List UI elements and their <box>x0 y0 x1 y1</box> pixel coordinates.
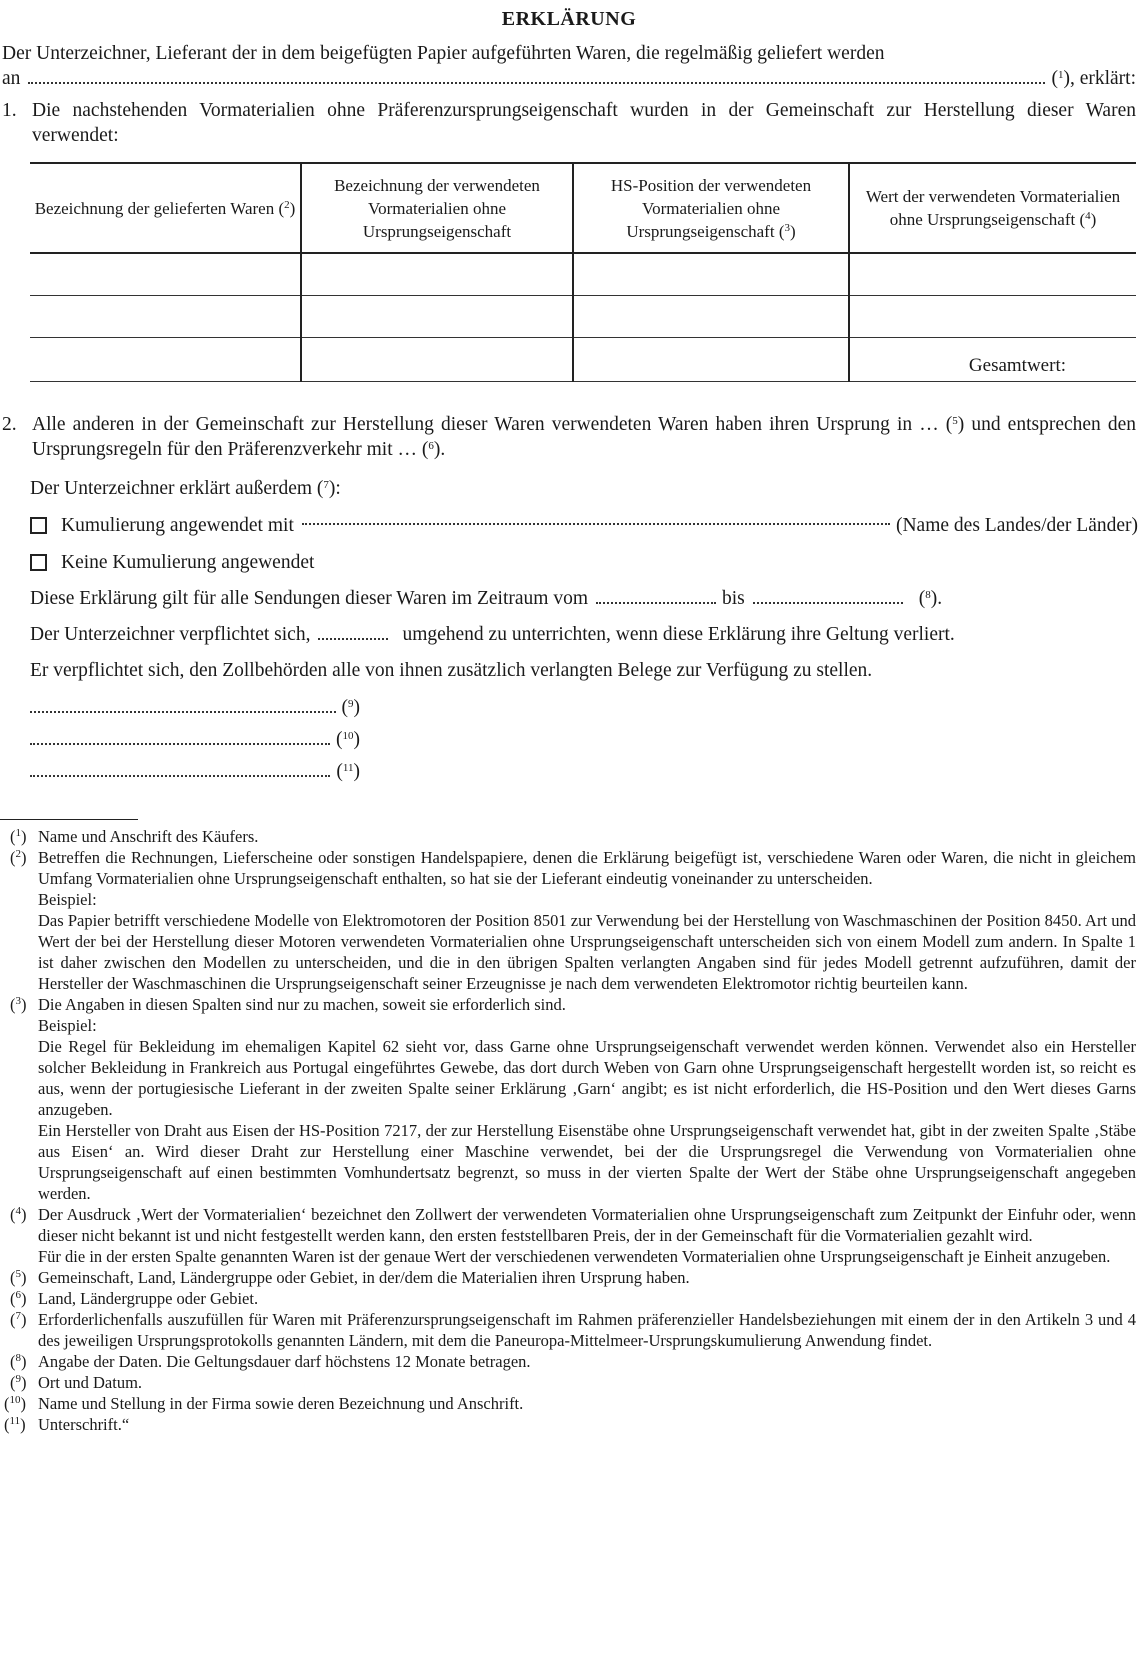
table-row <box>30 253 1136 296</box>
validity-text: Diese Erklärung gilt für alle Sendungen dieser Waren im Zeitraum vom <box>30 588 588 609</box>
intro-mark: ($^1$) <box>1051 68 1070 89</box>
buyer-line <box>0 66 1138 91</box>
signature-field[interactable] <box>30 774 330 777</box>
footnote-text: Betreffen die Rechnungen, Lieferscheine oder sonstigen Handelspapiere, denen die Erklärung beigefügt ist, verschiedene Waren oder Waren, die nicht in gleichem Umfang Vormaterialien ohne Ursprungseigenschaft enthalten, so hat sie der Lieferant eindeutig voneinander zu unterscheiden. <box>38 848 1136 888</box>
signature-mark-10: ($^{10}$) <box>336 729 360 750</box>
table-cell[interactable] <box>573 338 849 382</box>
place-date-line <box>30 697 360 719</box>
validity-bis: bis <box>722 588 745 609</box>
footnote-separator <box>0 819 138 820</box>
cumulation-suffix: (Name des Landes/der Länder) <box>895 515 1138 536</box>
date-from-field[interactable] <box>596 601 716 604</box>
footnote-text: Beispiel: <box>38 890 97 909</box>
date-to-field[interactable] <box>753 601 903 604</box>
no-cumulation-option[interactable] <box>30 550 1138 575</box>
footnote-text: Beispiel: <box>38 1016 97 1035</box>
footnote-text: Erforderlichenfalls auszufüllen für Waren mit Präferenzursprungseigenschaft im Rahmen präferenzieller Handelsbeziehungen mit einem der in den Artikeln 3 und 4 des jeweiligen Ursprungsprotokolls genannten Ländern, mit dem die Paneuropa-Mittelmeer-Ursprungskumulierung Anwendung findet. <box>38 1310 1136 1350</box>
header-materials: Bezeichnung der verwendeten Vormaterialien ohne Ursprungseigenschaft <box>301 163 573 253</box>
intro-line-1: Der Unterzeichner, Lieferant der in dem beigefügten Papier aufgeführten Waren, die regelmäßig geliefert werden <box>2 43 885 64</box>
footnote <box>0 1288 1138 1309</box>
footnote-text: Name und Anschrift des Käufers. <box>38 827 259 846</box>
footnote-mark: ($^4$) <box>10 1205 27 1224</box>
footnote-text: Der Ausdruck ‚Wert der Vormaterialien‘ bezeichnet den Zollwert der verwendeten Vormaterialien ohne Ursprungseigenschaft zum Zeitpunkt der Einfuhr oder, wenn dieser nicht bekannt ist und nicht festgestellt werden kann, den ersten feststellbaren Preis, der in der Gemeinschaft für die Vormaterialien gezahlt wird. <box>38 1205 1136 1245</box>
declares-also: Der Unterzeichner erklärt außerdem ($^7$): <box>30 478 341 499</box>
intro-end: , erklärt: <box>1069 68 1136 89</box>
total-value-cell[interactable]: Gesamtwert: <box>849 338 1136 382</box>
footnote <box>0 1414 1138 1435</box>
footnote-text: Die Regel für Bekleidung im ehemaligen Kapitel 62 sieht vor, dass Garne ohne Ursprungseigenschaft verwendet werden können. Verwendet also ein Hersteller solcher Bekleidung in Frankreich aus Portugal eingeführtes Gewebe, das dort durch Weben von Garn ohne Ursprungseigenschaft hergestellt worden ist, so reicht es aus, wenn der portugiesische Lieferant in der zweiten Spalte seiner Erklärung ‚Garn‘ angibt; es ist nicht erforderlich, die HS-Position und den Wert dieses Garns anzugeben. <box>38 1037 1136 1119</box>
item-1 <box>0 98 1138 148</box>
table-cell[interactable] <box>849 296 1136 338</box>
footnote <box>0 1267 1138 1288</box>
obligation-line-2: Er verpflichtet sich, den Zollbehörden alle von ihnen zusätzlich verlangten Belege zur Verfügung zu stellen. <box>30 660 873 681</box>
table-cell[interactable] <box>849 253 1136 296</box>
obligation-end: umgehend zu unterrichten, wenn diese Erklärung ihre Geltung verliert. <box>402 624 955 645</box>
cumulation-applied-option[interactable] <box>30 513 1138 538</box>
table-cell[interactable] <box>573 296 849 338</box>
table-cell[interactable] <box>30 338 301 382</box>
whom-field[interactable] <box>318 637 388 640</box>
item-2-text: Alle anderen in der Gemeinschaft zur Herstellung dieser Waren verwendeten Waren haben ihren Ursprung in … ($^5$) und entsprechen den Ursprungsregeln für den Präferenzverkehr mit … ($^6$). <box>32 414 1137 460</box>
item-1-number: 1. <box>2 100 17 121</box>
footnote-mark: ($^3$) <box>10 995 27 1014</box>
signature-line <box>30 761 360 783</box>
table-cell[interactable] <box>30 296 301 338</box>
cumulation-applied-label: Kumulierung angewendet mit <box>61 515 294 536</box>
table-cell[interactable] <box>301 338 573 382</box>
footnote-text: Ein Hersteller von Draht aus Eisen der HS-Position 7217, der zur Herstellung Eisenstäbe ohne Ursprungseigenschaft verwendet hat, gibt in der zweiten Spalte ‚Stäbe aus Eisen‘ an. Wird dieser Draht zur Herstellung einer Maschine verwendet, bei der die Ursprungsregel die Verwendung von Vormaterialien ohne Ursprungseigenschaft auf einen bestimmten Vomhundertsatz begrenzt, so muss in der vierten Spalte der Wert der Stäbe ohne Ursprungseigenschaft angegeben werden. <box>38 1121 1136 1203</box>
header-hs-position: HS-Position der verwendeten Vormaterialien ohne Ursprungseigenschaft ($^3$) <box>573 163 849 253</box>
footnote <box>0 826 1138 847</box>
footnote-text: Für die in der ersten Spalte genannten Waren ist der genaue Wert der verschiedenen verwendeten Vormaterialien ohne Ursprungseigenschaft je Einheit anzugeben. <box>38 1247 1111 1266</box>
item-2-number: 2. <box>2 414 17 435</box>
footnote-mark: ($^8$) <box>10 1352 27 1371</box>
buyer-field[interactable] <box>28 81 1045 84</box>
intro-an: an <box>2 68 21 89</box>
signature-mark-9: ($^9$) <box>341 697 360 718</box>
name-position-line <box>30 729 360 751</box>
table-cell[interactable] <box>301 253 573 296</box>
table-cell[interactable] <box>573 253 849 296</box>
validity-mark: ($^8$). <box>918 588 943 609</box>
footnote <box>0 847 1138 994</box>
footnote-text: Angabe der Daten. Die Geltungsdauer darf höchstens 12 Monate betragen. <box>38 1352 531 1371</box>
validity-line <box>0 586 1138 611</box>
header-value: Wert der verwendeten Vormaterialien ohne Ursprungseigenschaft ($^4$) <box>849 163 1136 253</box>
footnote-mark: ($^{11}$) <box>4 1415 26 1434</box>
item-1-text: Die nachstehenden Vormaterialien ohne Präferenzursprungseigenschaft wurden in der Gemeinschaft zur Herstellung dieser Waren verwendet: <box>32 100 1136 146</box>
checkbox-no-cumulation[interactable] <box>30 554 47 571</box>
document-title: ERKLÄRUNG <box>501 8 637 30</box>
footnote <box>0 1309 1138 1351</box>
footnote-mark: ($^1$) <box>10 827 27 846</box>
footnotes <box>0 826 1138 1435</box>
footnote-mark: ($^9$) <box>10 1373 27 1392</box>
checkbox-cumulation-applied[interactable] <box>30 517 47 534</box>
table-row <box>30 296 1136 338</box>
header-goods: Bezeichnung der gelieferten Waren ($^2$) <box>30 163 301 253</box>
obligation-line-1 <box>0 622 1138 647</box>
table-cell[interactable] <box>301 296 573 338</box>
footnote-mark: ($^{10}$) <box>4 1394 26 1413</box>
footnote-mark: ($^2$) <box>10 848 27 867</box>
no-cumulation-label: Keine Kumulierung angewendet <box>61 552 315 573</box>
signature-mark-11: ($^{11}$) <box>336 761 360 782</box>
footnote <box>0 1351 1138 1372</box>
footnote-text: Gemeinschaft, Land, Ländergruppe oder Gebiet, in der/dem die Materialien ihren Ursprung haben. <box>38 1268 690 1287</box>
countries-field[interactable] <box>302 522 890 525</box>
footnote-mark: ($^7$) <box>10 1310 27 1329</box>
footnote-text: Unterschrift.“ <box>38 1415 130 1434</box>
footnote <box>0 994 1138 1204</box>
footnote-mark: ($^5$) <box>10 1268 27 1287</box>
name-position-field[interactable] <box>30 742 330 745</box>
materials-table <box>30 162 1136 382</box>
footnote-text: Das Papier betrifft verschiedene Modelle von Elektromotoren der Position 8501 zur Verwendung bei der Herstellung von Waschmaschinen der Position 8450. Art und Wert der bei der Herstellung dieser Motoren verwendeten Vormaterialien ohne Ursprungseigenschaft unterscheiden sich von einem Modell zum andern. In Spalte 1 ist daher zwischen den Modellen zu unterscheiden, und die in den übrigen Spalten verlangten Angaben sind für jedes Modell getrennt aufzuführen, damit der Hersteller der Waschmaschinen die Ursprungseigenschaft seiner Erzeugnisse je nach dem verwendeten Elektromotor richtig beurteilen kann. <box>38 911 1136 993</box>
footnote-text: Ort und Datum. <box>38 1373 143 1392</box>
table-cell[interactable] <box>30 253 301 296</box>
table-header-row <box>30 163 1136 253</box>
footnote-text: Die Angaben in diesen Spalten sind nur zu machen, soweit sie erforderlich sind. <box>38 995 566 1014</box>
place-date-field[interactable] <box>30 710 336 713</box>
footnote-mark: ($^6$) <box>10 1289 27 1308</box>
obligation-start: Der Unterzeichner verpflichtet sich, <box>30 624 311 645</box>
footnote-text: Name und Stellung in der Firma sowie deren Bezeichnung und Anschrift. <box>38 1394 524 1413</box>
footnote <box>0 1372 1138 1393</box>
item-2 <box>0 412 1138 462</box>
footnote <box>0 1204 1138 1267</box>
footnote <box>0 1393 1138 1414</box>
table-row <box>30 338 1136 382</box>
footnote-text: Land, Ländergruppe oder Gebiet. <box>38 1289 259 1308</box>
